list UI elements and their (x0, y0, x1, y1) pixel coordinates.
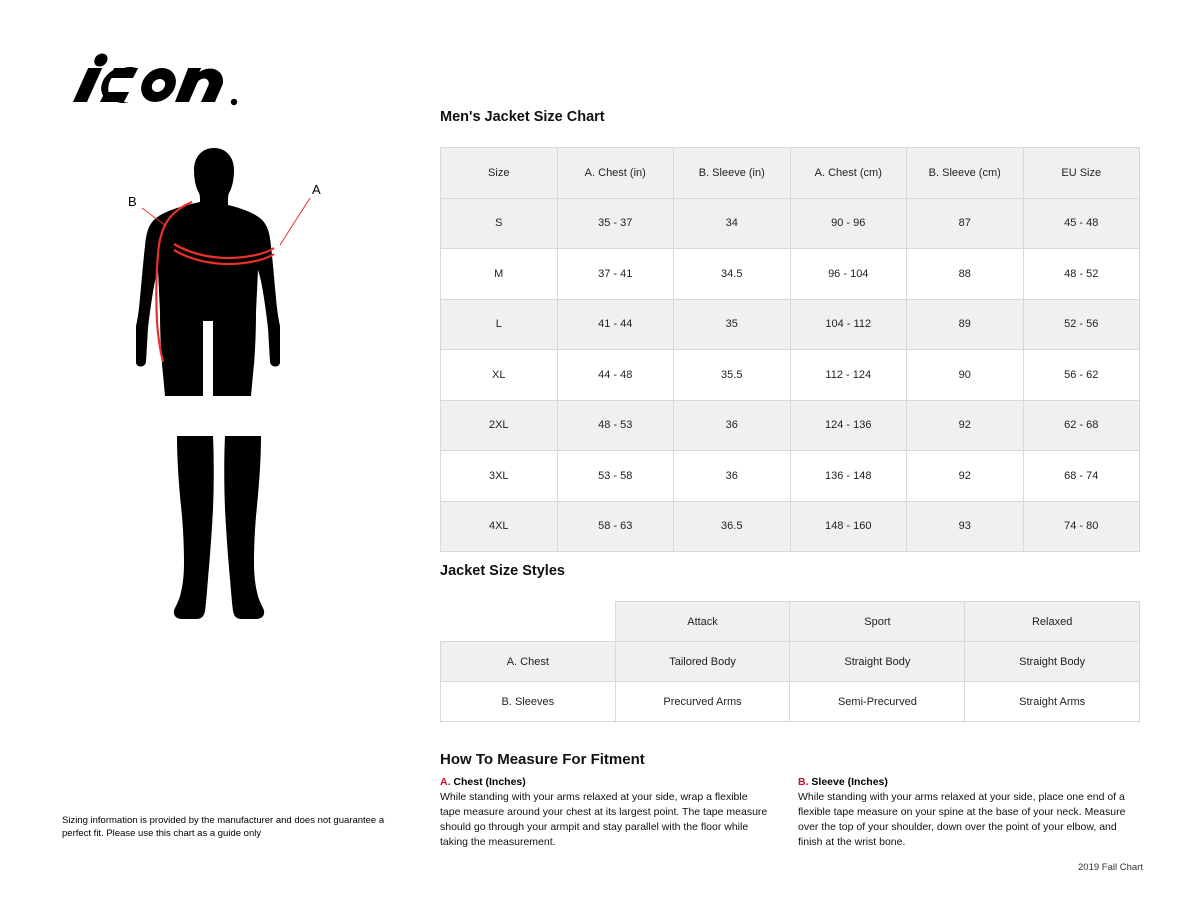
measure-sleeve-text: While standing with your arms relaxed at your side, place one end of a flexible tape measure on your spine at the base of your neck. Measure over the top of your shoulder, down over the point of your elbow, and finish at the wrist bone. (798, 791, 1126, 848)
cell-sleeve-cm: 89 (907, 299, 1024, 350)
cell-chest-in: 41 - 44 (557, 299, 674, 350)
body-silhouette (136, 148, 280, 619)
cell-chest-cm: 124 - 136 (790, 400, 907, 451)
cell-chest-in: 48 - 53 (557, 400, 674, 451)
left-column (0, 0, 420, 900)
label-b: B (128, 194, 137, 209)
measure-sleeve-column (798, 776, 1128, 850)
styles-row-label-sleeves: B. Sleeves (441, 682, 616, 722)
cell-sleeve-cm: 87 (907, 198, 1024, 249)
table-row (441, 501, 1140, 552)
cell-sleeve-in: 35 (674, 299, 791, 350)
cell-chest-cm: 148 - 160 (790, 501, 907, 552)
styles-cell-relaxed: Straight Body (965, 642, 1140, 682)
cell-chest-cm: 90 - 96 (790, 198, 907, 249)
cell-eu-size: 68 - 74 (1023, 451, 1140, 502)
table-row (441, 400, 1140, 451)
cell-sleeve-in: 34 (674, 198, 791, 249)
styles-col-attack: Attack (615, 602, 790, 642)
col-chest-cm: A. Chest (cm) (790, 148, 907, 199)
styles-header-blank (441, 602, 616, 642)
styles-col-sport: Sport (790, 602, 965, 642)
how-to-measure-title: How To Measure For Fitment (440, 751, 645, 768)
measure-sleeve-title: Sleeve (Inches) (811, 776, 888, 788)
cell-chest-cm: 136 - 148 (790, 451, 907, 502)
disclaimer-text: Sizing information is provided by the manufacturer and does not guarantee a perfect fit. Please use this chart as a guide only (62, 815, 385, 839)
styles-cell-sport: Straight Body (790, 642, 965, 682)
styles-row (441, 642, 1140, 682)
cell-size: M (441, 249, 558, 300)
cell-chest-cm: 104 - 112 (790, 299, 907, 350)
cell-sleeve-cm: 90 (907, 350, 1024, 401)
cell-size: S (441, 198, 558, 249)
icon-logo (62, 50, 242, 110)
cell-sleeve-in: 34.5 (674, 249, 791, 300)
measure-sleeve-letter: B. (798, 776, 809, 788)
measure-chest-title: Chest (Inches) (453, 776, 526, 788)
cell-size: 3XL (441, 451, 558, 502)
col-chest-in: A. Chest (in) (557, 148, 674, 199)
table-row (441, 350, 1140, 401)
label-a: A (312, 182, 321, 197)
styles-row-label-chest: A. Chest (441, 642, 616, 682)
cell-size: XL (441, 350, 558, 401)
cell-eu-size: 62 - 68 (1023, 400, 1140, 451)
cell-sleeve-cm: 88 (907, 249, 1024, 300)
col-sleeve-in: B. Sleeve (in) (674, 148, 791, 199)
table-row (441, 249, 1140, 300)
col-sleeve-cm: B. Sleeve (cm) (907, 148, 1024, 199)
table-header-row (441, 148, 1140, 199)
size-styles-title: Jacket Size Styles (440, 563, 565, 579)
body-measurement-figure (120, 140, 350, 640)
cell-sleeve-in: 35.5 (674, 350, 791, 401)
measure-chest-column (440, 776, 770, 850)
col-size: Size (441, 148, 558, 199)
size-chart-title: Men's Jacket Size Chart (440, 109, 605, 125)
cell-sleeve-in: 36.5 (674, 501, 791, 552)
cell-chest-in: 53 - 58 (557, 451, 674, 502)
jacket-size-styles-table (440, 601, 1140, 722)
cell-eu-size: 48 - 52 (1023, 249, 1140, 300)
styles-cell-sport: Semi-Precurved (790, 682, 965, 722)
cell-size: 2XL (441, 400, 558, 451)
cell-chest-in: 35 - 37 (557, 198, 674, 249)
styles-cell-relaxed: Straight Arms (965, 682, 1140, 722)
cell-sleeve-cm: 92 (907, 451, 1024, 502)
styles-col-relaxed: Relaxed (965, 602, 1140, 642)
styles-row (441, 682, 1140, 722)
measure-chest-letter: A. (440, 776, 451, 788)
cell-sleeve-in: 36 (674, 451, 791, 502)
size-chart-table (440, 147, 1140, 552)
cell-chest-in: 44 - 48 (557, 350, 674, 401)
footer-chart-version: 2019 Fall Chart (1078, 862, 1143, 873)
styles-header-row (441, 602, 1140, 642)
table-row (441, 451, 1140, 502)
cell-sleeve-cm: 92 (907, 400, 1024, 451)
cell-chest-cm: 112 - 124 (790, 350, 907, 401)
table-row (441, 299, 1140, 350)
cell-chest-in: 58 - 63 (557, 501, 674, 552)
measure-chest-text: While standing with your arms relaxed at your side, wrap a flexible tape measure around your chest at its largest point. The tape measure should go through your armpit and stay parallel with the floor while taking the measurement. (440, 791, 768, 848)
cell-eu-size: 52 - 56 (1023, 299, 1140, 350)
table-row (441, 198, 1140, 249)
cell-chest-in: 37 - 41 (557, 249, 674, 300)
how-to-measure-section (440, 776, 1140, 850)
cell-size: L (441, 299, 558, 350)
cell-eu-size: 56 - 62 (1023, 350, 1140, 401)
cell-sleeve-in: 36 (674, 400, 791, 451)
col-eu-size: EU Size (1023, 148, 1140, 199)
measure-chest-heading (440, 776, 770, 788)
cell-eu-size: 74 - 80 (1023, 501, 1140, 552)
styles-cell-attack: Tailored Body (615, 642, 790, 682)
cell-size: 4XL (441, 501, 558, 552)
styles-cell-attack: Precurved Arms (615, 682, 790, 722)
cell-sleeve-cm: 93 (907, 501, 1024, 552)
cell-eu-size: 45 - 48 (1023, 198, 1140, 249)
measure-sleeve-heading (798, 776, 1128, 788)
cell-chest-cm: 96 - 104 (790, 249, 907, 300)
